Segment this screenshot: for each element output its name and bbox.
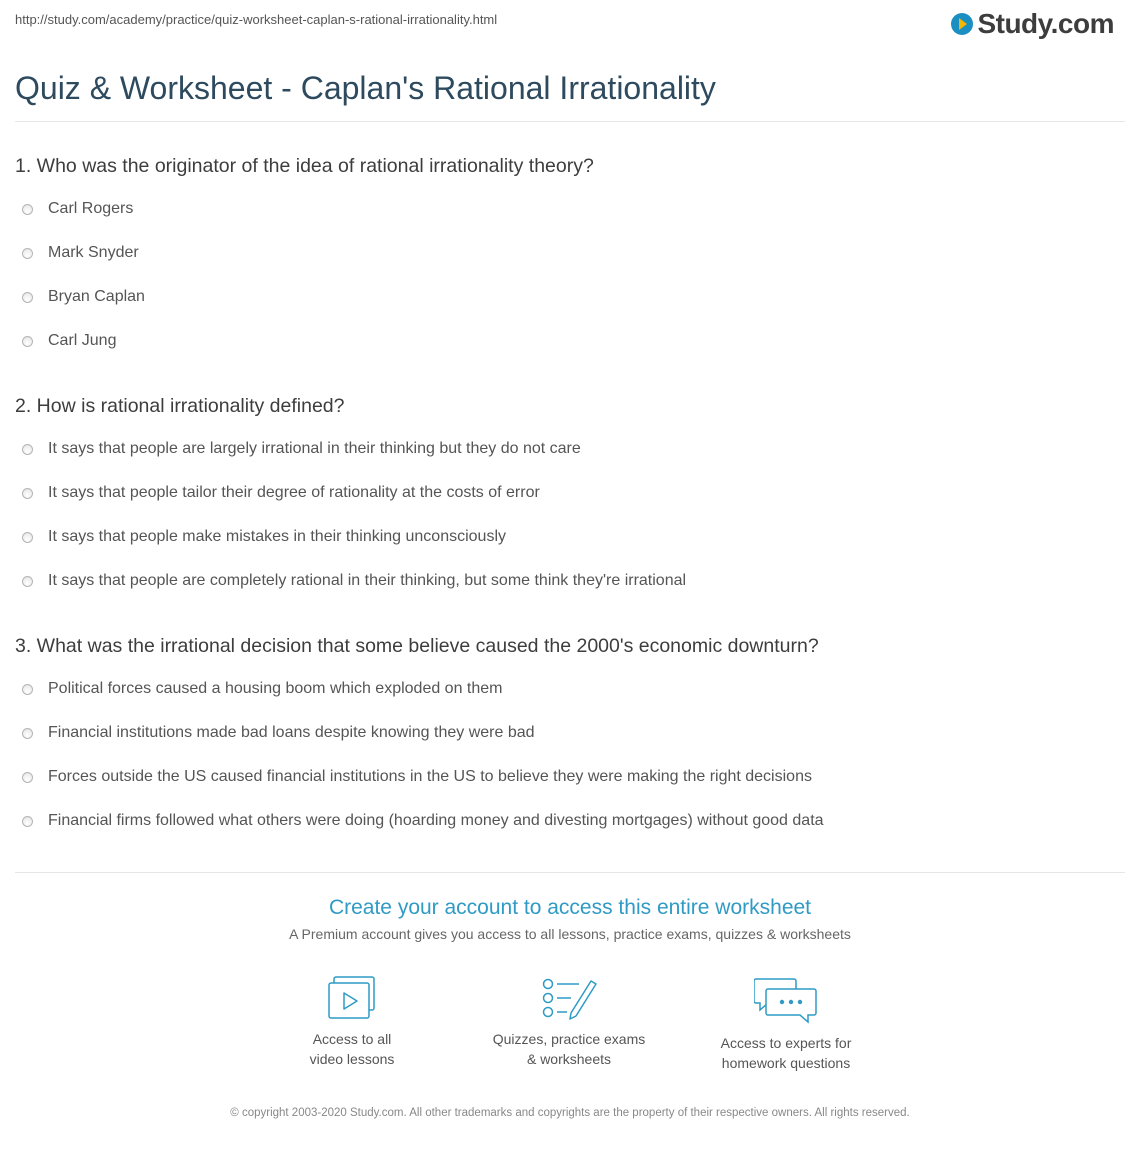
- radio-icon[interactable]: [22, 248, 33, 259]
- answer-option[interactable]: [22, 768, 812, 786]
- answer-label: It says that people are largely irrational in their thinking but they do not care: [48, 440, 581, 457]
- play-logo-icon: [951, 13, 973, 35]
- answer-option[interactable]: [22, 724, 535, 742]
- cta-subtitle: A Premium account gives you access to all lessons, practice exams, quizzes & worksheets: [289, 926, 851, 942]
- quiz-checklist-icon: [541, 975, 597, 1021]
- copyright-notice: © copyright 2003-2020 Study.com. All other trademarks and copyrights are the property of their respective owners. All rights reserved.: [230, 1107, 910, 1119]
- answer-option[interactable]: [22, 484, 540, 502]
- feature-experts: [696, 975, 876, 1073]
- feature-label-line1: Access to all: [312, 1031, 392, 1047]
- answer-label: Financial institutions made bad loans despite knowing they were bad: [48, 724, 535, 741]
- page-url: http://study.com/academy/practice/quiz-worksheet-caplan-s-rational-irrationality.html: [15, 12, 498, 27]
- chat-bubbles-icon: [754, 975, 818, 1025]
- answer-option[interactable]: [22, 440, 581, 458]
- radio-icon[interactable]: [22, 336, 33, 347]
- feature-label-line2: video lessons: [309, 1051, 395, 1067]
- radio-icon[interactable]: [22, 292, 33, 303]
- answer-option[interactable]: [22, 332, 116, 350]
- question-2: 2. How is rational irrationality defined?: [15, 395, 345, 417]
- radio-icon[interactable]: [22, 816, 33, 827]
- feature-label-line1: Quizzes, practice exams: [492, 1031, 646, 1047]
- cta-title-link[interactable]: Create your account to access this entire worksheet: [328, 896, 812, 919]
- feature-quizzes: [479, 975, 659, 1069]
- page-title: Quiz & Worksheet - Caplan's Rational Irrationality: [15, 70, 716, 106]
- feature-video-lessons: [262, 975, 442, 1069]
- answer-label: Forces outside the US caused financial institutions in the US to believe they were making the right decisions: [48, 768, 812, 785]
- answer-label: It says that people make mistakes in their thinking unconsciously: [48, 528, 507, 545]
- answer-option[interactable]: [22, 244, 139, 262]
- cta-divider: [15, 872, 1125, 873]
- answer-option[interactable]: [22, 812, 824, 830]
- question-3: 3. What was the irrational decision that some believe caused the 2000's economic downturn?: [15, 635, 819, 657]
- answer-label: It says that people tailor their degree of rationality at the costs of error: [48, 484, 540, 501]
- title-divider: [15, 121, 1125, 122]
- radio-icon[interactable]: [22, 488, 33, 499]
- radio-icon[interactable]: [22, 444, 33, 455]
- answer-label: It says that people are completely rational in their thinking, but some think they're irrational: [48, 572, 687, 589]
- answer-label: Bryan Caplan: [48, 288, 145, 305]
- study-logo[interactable]: [951, 8, 1114, 40]
- radio-icon[interactable]: [22, 772, 33, 783]
- radio-icon[interactable]: [22, 684, 33, 695]
- answer-option[interactable]: [22, 528, 506, 546]
- answer-option[interactable]: [22, 572, 686, 590]
- radio-icon[interactable]: [22, 204, 33, 215]
- radio-icon[interactable]: [22, 576, 33, 587]
- answer-label: Mark Snyder: [48, 244, 139, 261]
- feature-label-line2: & worksheets: [526, 1051, 612, 1067]
- question-1: 1. Who was the originator of the idea of rational irrationality theory?: [15, 155, 594, 177]
- feature-label-line2: homework questions: [721, 1055, 851, 1071]
- answer-label: Financial firms followed what others were doing (hoarding money and divesting mortgages) without good data: [48, 812, 824, 829]
- video-lesson-icon: [326, 975, 378, 1021]
- feature-label-line1: Access to experts for: [720, 1035, 852, 1051]
- radio-icon[interactable]: [22, 728, 33, 739]
- radio-icon[interactable]: [22, 532, 33, 543]
- answer-option[interactable]: [22, 680, 503, 698]
- answer-option[interactable]: [22, 200, 133, 218]
- answer-label: Political forces caused a housing boom which exploded on them: [48, 680, 503, 697]
- logo-text: Study.com: [977, 8, 1114, 39]
- answer-label: Carl Rogers: [48, 200, 134, 217]
- answer-label: Carl Jung: [48, 332, 117, 349]
- answer-option[interactable]: [22, 288, 145, 306]
